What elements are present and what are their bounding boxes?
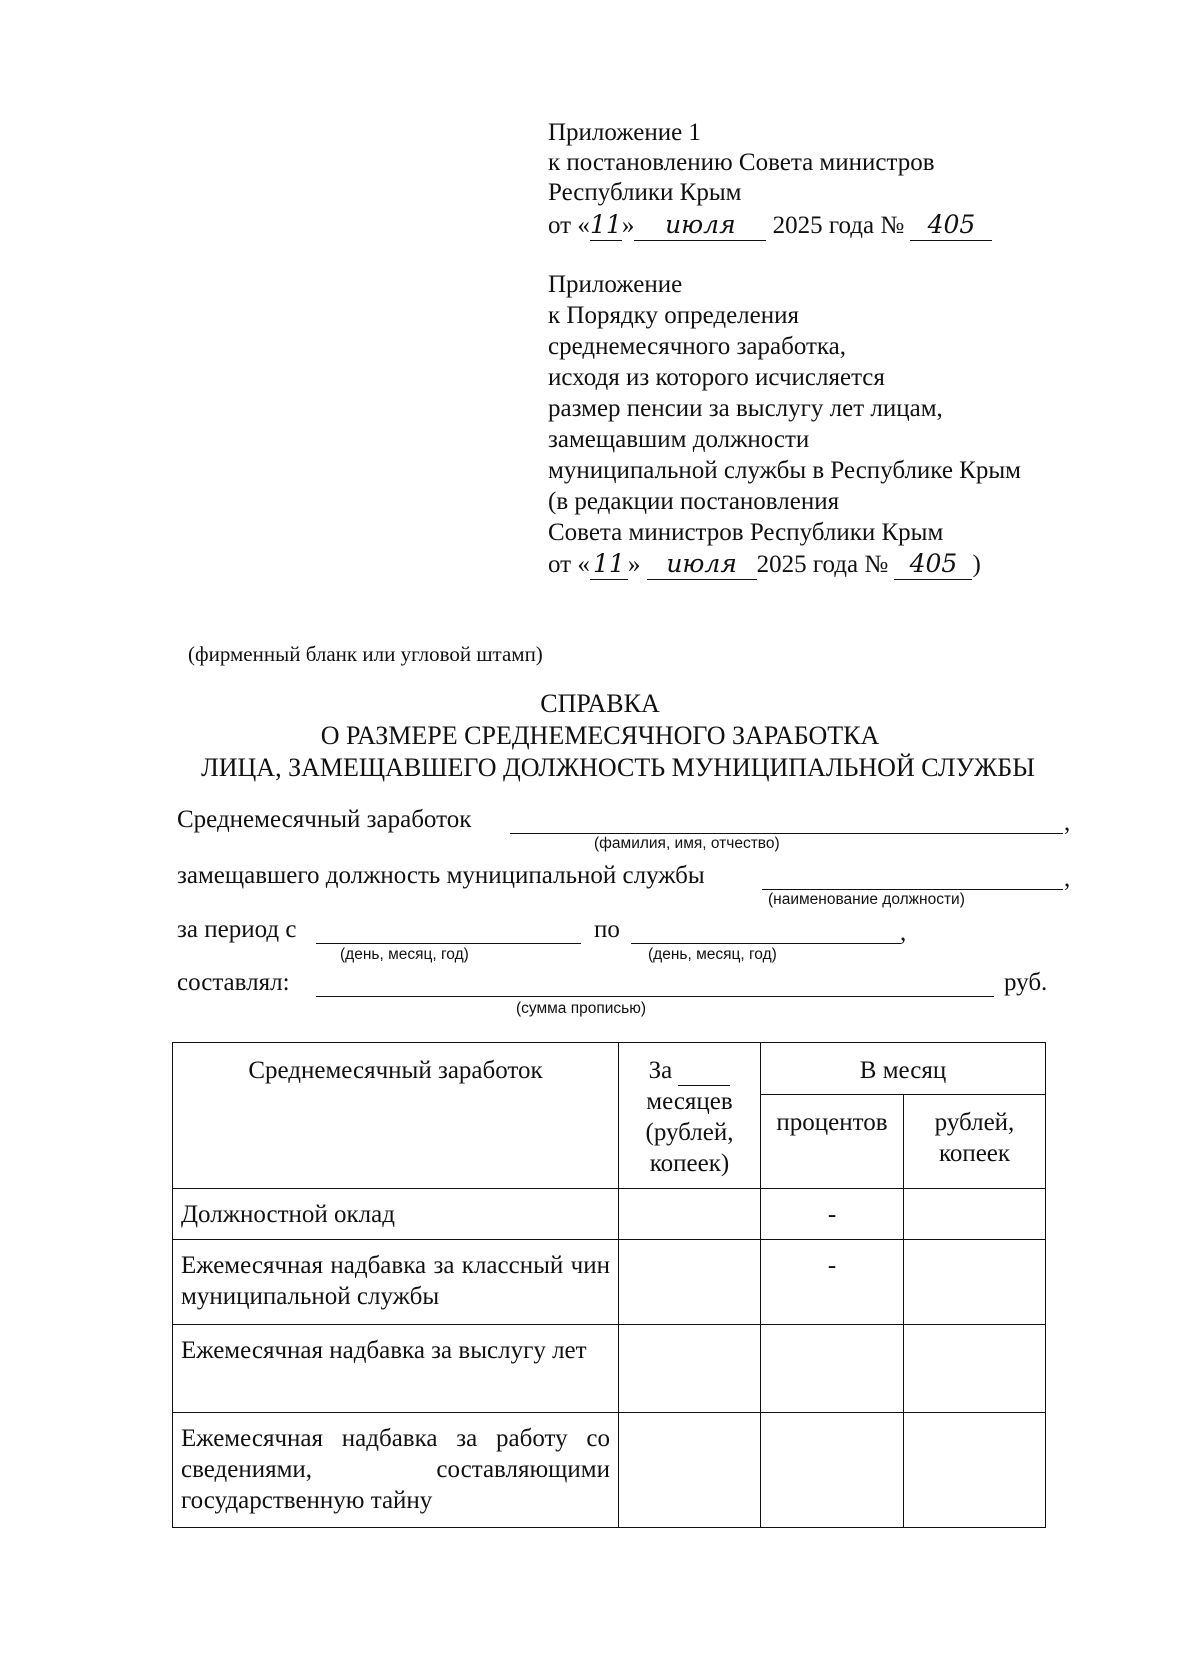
- header-percent: процентов: [761, 1095, 904, 1189]
- annex1-line3: Республики Крым: [548, 179, 742, 206]
- row-label: Ежемесячная надбавка за выслугу лет: [173, 1325, 619, 1413]
- cell-months-value[interactable]: [619, 1325, 761, 1413]
- annex2-line6: замещавшим должности: [548, 426, 810, 453]
- annex2-line2: к Порядку определения: [548, 302, 800, 329]
- header-months: [619, 1043, 761, 1189]
- comma: ,: [1064, 809, 1071, 836]
- header-rubles: рублей, копеек: [904, 1095, 1046, 1189]
- annex2-line1: Приложение: [548, 271, 683, 298]
- earnings-table: [172, 1042, 1046, 1528]
- handwritten-day: 11: [590, 549, 628, 580]
- closing-paren: ): [972, 551, 981, 578]
- cell-months-value[interactable]: [619, 1240, 761, 1325]
- cell-rubles[interactable]: [904, 1325, 1046, 1413]
- handwritten-number: 405: [910, 210, 992, 241]
- header-months-rest: месяцев (рублей, копеек): [645, 1088, 734, 1177]
- currency-label: руб.: [1004, 969, 1048, 996]
- cell-months-value[interactable]: [619, 1413, 761, 1528]
- amount-label: составлял:: [177, 969, 290, 996]
- handwritten-month: июля: [647, 549, 757, 580]
- cell-rubles[interactable]: [904, 1189, 1046, 1240]
- date-day-close: »: [627, 551, 641, 578]
- annex2-date-line: [548, 549, 981, 580]
- stamp-note: (фирменный бланк или угловой штамп): [188, 642, 543, 666]
- header-earnings: Среднемесячный заработок: [173, 1043, 619, 1189]
- annex2-line4: исходя из которого исчисляется: [548, 364, 885, 391]
- annex1-line1: Приложение 1: [548, 119, 701, 146]
- position-hint: (наименование должности): [768, 891, 965, 908]
- annex2-line9: Совета министров Республики Крым: [548, 519, 944, 546]
- date-from-hint: (день, месяц, год): [340, 946, 469, 963]
- amount-hint: (сумма прописью): [516, 1000, 647, 1017]
- cell-percent[interactable]: [761, 1413, 904, 1528]
- comma: ,: [900, 919, 907, 946]
- comma: ,: [1064, 865, 1071, 892]
- annex1-line2: к постановлению Совета министров: [548, 149, 935, 176]
- position-label: замещавшего должность муниципальной службы: [177, 862, 705, 889]
- period-to-label: по: [594, 916, 620, 943]
- row-label: Ежемесячная надбавка за работу со сведениями, составляющими государственную тайну: [173, 1413, 619, 1528]
- cell-months-value[interactable]: [619, 1189, 761, 1240]
- handwritten-day: 11: [589, 210, 622, 239]
- row-label: Должностной оклад: [173, 1189, 619, 1240]
- year-text: 2025 года №: [756, 551, 889, 578]
- position-field[interactable]: [762, 889, 1063, 890]
- cell-percent[interactable]: [761, 1325, 904, 1413]
- document-subtitle-1: О РАЗМЕРЕ СРЕДНЕМЕСЯЧНОГО ЗАРАБОТКА: [320, 721, 880, 750]
- period-to-field[interactable]: [631, 943, 901, 944]
- handwritten-number: 405: [894, 549, 972, 580]
- cell-rubles[interactable]: [904, 1413, 1046, 1528]
- earnings-label: Среднемесячный заработок: [177, 806, 472, 833]
- date-prefix: от «: [548, 551, 590, 578]
- header-months-top: За: [648, 1057, 673, 1084]
- cell-rubles[interactable]: [904, 1240, 1046, 1325]
- annex2-line7: муниципальной службы в Республике Крым: [548, 457, 1021, 484]
- document-subtitle-2: ЛИЦА, ЗАМЕЩАВШЕГО ДОЛЖНОСТЬ МУНИЦИПАЛЬНОЙ СЛУЖБЫ: [201, 753, 1035, 782]
- months-count-field[interactable]: [678, 1061, 730, 1086]
- document-title: СПРАВКА: [540, 689, 660, 718]
- header-per-month: В месяц: [761, 1043, 1046, 1095]
- period-from-field[interactable]: [316, 943, 581, 944]
- date-prefix: от «: [548, 212, 590, 239]
- row-label: Ежемесячная надбавка за классный чин муниципальной службы: [173, 1240, 619, 1325]
- fio-hint: (фамилия, имя, отчество): [594, 835, 780, 852]
- period-label: за период с: [177, 916, 297, 943]
- amount-field[interactable]: [316, 996, 994, 997]
- annex2-line3: среднемесячного заработка,: [548, 333, 847, 360]
- date-to-hint: (день, месяц, год): [648, 946, 777, 963]
- cell-percent[interactable]: -: [761, 1240, 904, 1325]
- annex2-line8: (в редакции постановления: [548, 488, 840, 515]
- annex2-line5: размер пенсии за выслугу лет лицам,: [548, 395, 943, 422]
- handwritten-month: июля: [634, 210, 766, 241]
- annex1-date-line: [548, 210, 992, 241]
- date-day-close: »: [621, 212, 635, 239]
- cell-percent[interactable]: -: [761, 1189, 904, 1240]
- fio-field[interactable]: [510, 833, 1063, 834]
- year-text: 2025 года №: [772, 212, 905, 239]
